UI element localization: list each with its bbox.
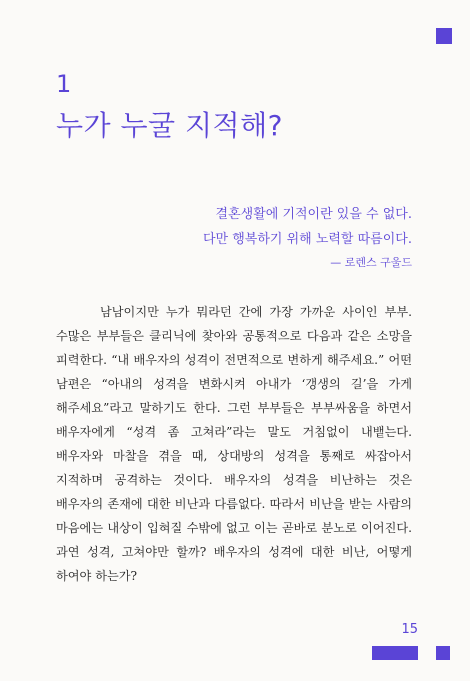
chapter-title: 누가 누굴 지적해? [56, 109, 283, 142]
body-text [56, 300, 412, 588]
epigraph-attribution: — 로렌스 구울드 [330, 256, 412, 269]
footer-decoration-square [436, 646, 450, 660]
chapter-number: 1 [56, 70, 72, 98]
page-number: 15 [401, 622, 418, 637]
body-paragraph: 남남이지만 누가 뭐라던 간에 가장 가까운 사이인 부부. 수많은 부부들은 클리닉에 찾아와 공통적으로 다음과 같은 소망을 피력한다. “내 배우자의 성격이 전면적으로 변하게 해주세요.” 어떤 남편은 “아내의 성격을 변화시켜 아내가 ‘갱생의 길’을 가게 해주세요”라고 말하기도 한다. 그런 부부들은 부부싸움을 하면서 배우자에게 “성격 좀 고쳐라”라는 말도 거침없이 내뱉는다. 배우자와 마찰을 겪을 때, 상대방의 성격을 통째로 싸잡아서 지적하며 공격하는 것이다. 배우자의 성격을 비난하는 것은 배우자의 존재에 대한 비난과 다름없다. 따라서 비난을 받는 사람의 마음에는 내상이 입혀질 수밖에 없고 이는 곧바로 분노로 이어진다. 과연 성격, 고쳐야만 할까? 배우자의 성격에 대한 비난, 어떻게 하여야 하는가? [56, 305, 412, 583]
footer-decoration-bar [372, 646, 418, 660]
epigraph [92, 202, 412, 272]
epigraph-line: 결혼생활에 기적이란 있을 수 없다. [215, 207, 412, 222]
epigraph-line: 다만 행복하기 위해 노력할 따름이다. [202, 232, 412, 247]
corner-decoration [436, 28, 452, 44]
